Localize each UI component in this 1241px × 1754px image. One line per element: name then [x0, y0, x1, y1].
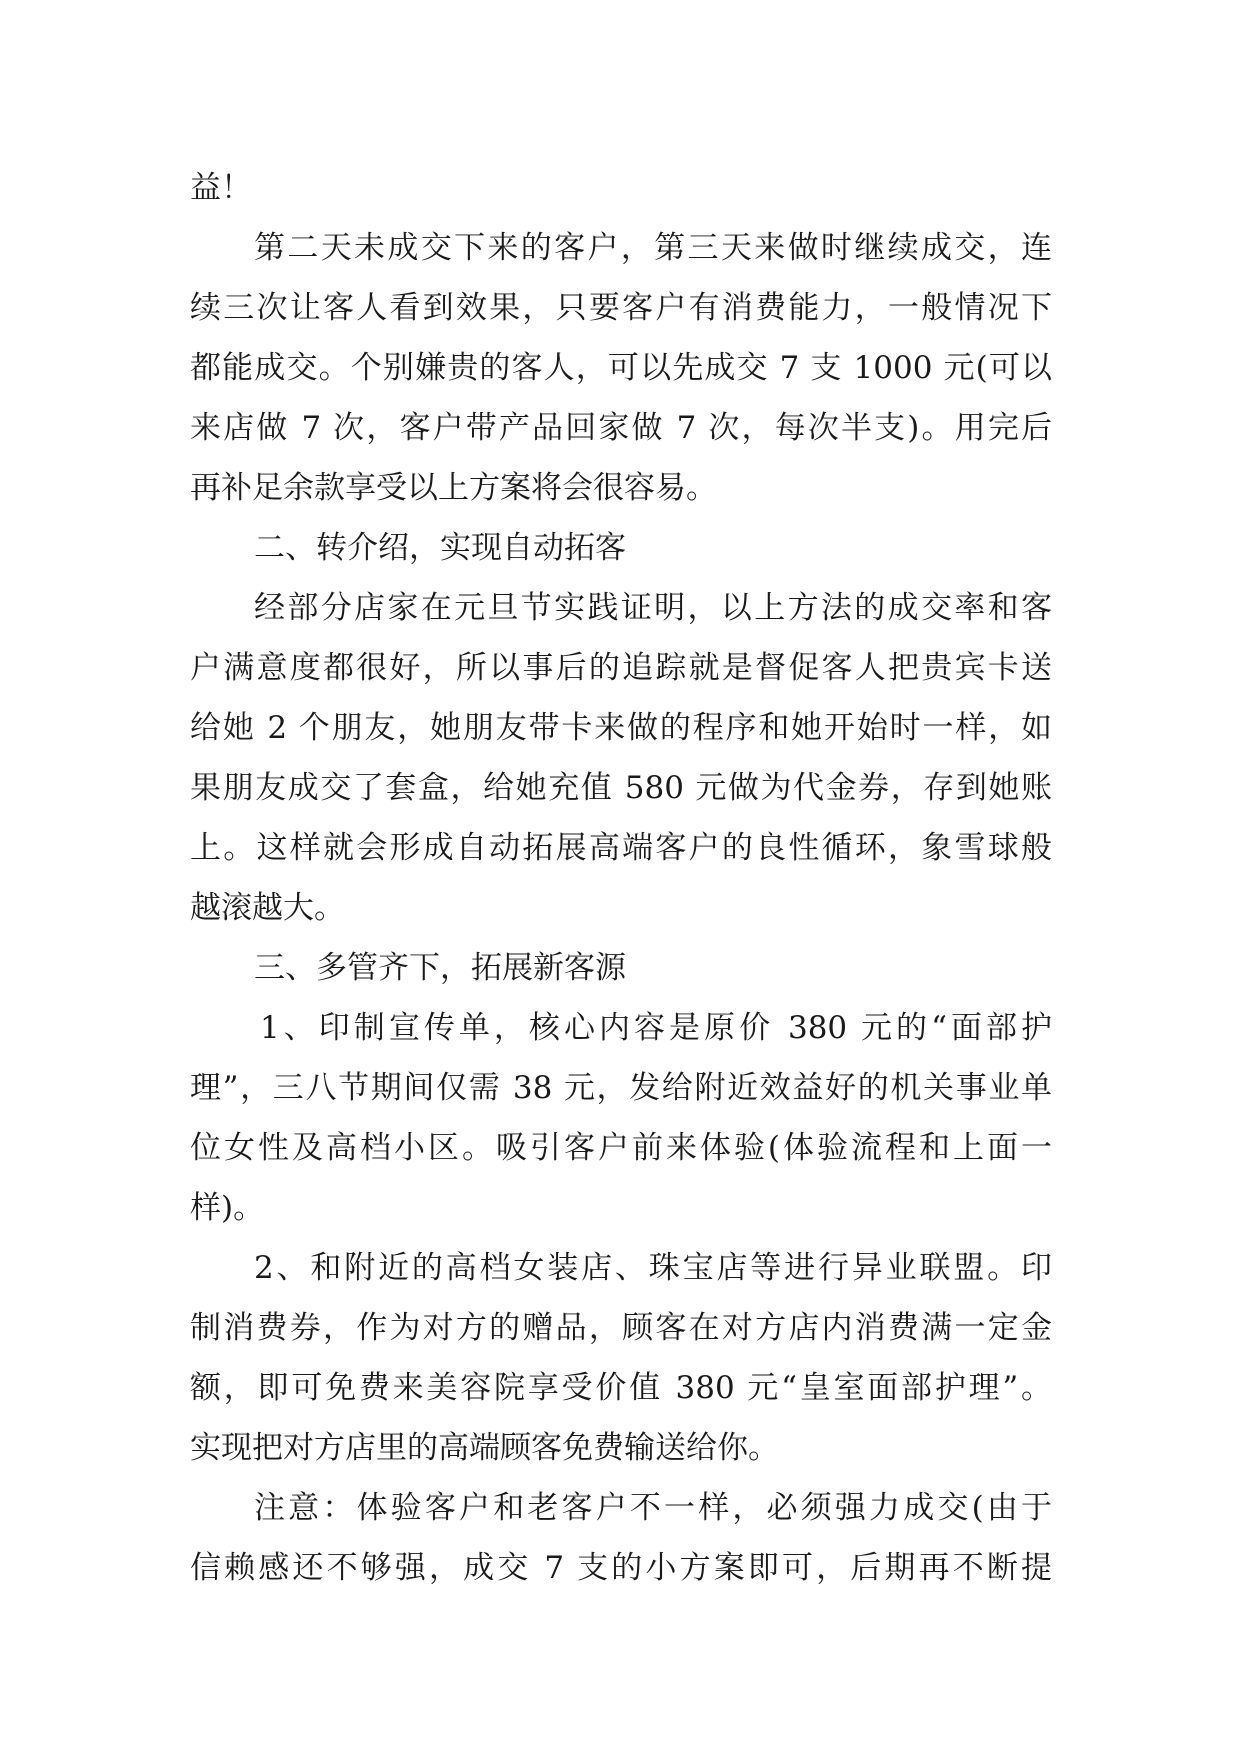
text-line: 额，即可免费来美容院享受价值 380 元“皇室面部护理”。	[190, 1370, 1052, 1406]
text-line: 益！	[190, 170, 252, 206]
paragraph-first-line: 第二天未成交下来的客户，第三天来做时继续成交，连	[254, 230, 1052, 266]
text-line: 上。这样就会形成自动拓展高端客户的良性循环，象雪球般	[190, 830, 1052, 866]
text-line: 实现把对方店里的高端顾客免费输送给你。	[190, 1430, 779, 1466]
text-line: 都能成交。个别嫌贵的客人，可以先成交 7 支 1000 元(可以	[190, 350, 1052, 386]
text-line: 给她 2 个朋友，她朋友带卡来做的程序和她开始时一样，如	[190, 710, 1052, 746]
document-body	[190, 158, 1052, 1598]
text-line: 果朋友成交了套盒，给她充值 580 元做为代金券，存到她账	[190, 770, 1052, 806]
text-line: 制消费券，作为对方的赠品，顾客在对方店内消费满一定金	[190, 1310, 1052, 1346]
paragraph-first-line: 经部分店家在元旦节实践证明，以上方法的成交率和客	[254, 590, 1052, 626]
text-line: 来店做 7 次，客户带产品回家做 7 次，每次半支)。用完后	[190, 410, 1052, 446]
text-line: 位女性及高档小区。吸引客户前来体验(体验流程和上面一	[190, 1130, 1052, 1166]
paragraph-first-line: 注意：体验客户和老客户不一样，必须强力成交(由于	[254, 1490, 1052, 1526]
section-heading: 三、多管齐下，拓展新客源	[254, 950, 626, 986]
text-line: 样)。	[190, 1190, 265, 1226]
paragraph-first-line: 2、和附近的高档女装店、珠宝店等进行异业联盟。印	[254, 1250, 1052, 1286]
text-line: 户满意度都很好，所以事后的追踪就是督促客人把贵宾卡送	[190, 650, 1052, 686]
text-line: 越滚越大。	[190, 890, 345, 926]
text-line: 续三次让客人看到效果，只要客户有消费能力，一般情况下	[190, 290, 1052, 326]
paragraph-first-line: 1、印制宣传单，核心内容是原价 380 元的“面部护	[260, 1010, 1052, 1046]
section-heading: 二、转介绍，实现自动拓客	[254, 530, 626, 566]
text-line: 再补足余款享受以上方案将会很容易。	[190, 470, 717, 506]
text-line: 理”，三八节期间仅需 38 元，发给附近效益好的机关事业单	[190, 1070, 1052, 1106]
text-line: 信赖感还不够强，成交 7 支的小方案即可，后期再不断提	[190, 1550, 1052, 1586]
